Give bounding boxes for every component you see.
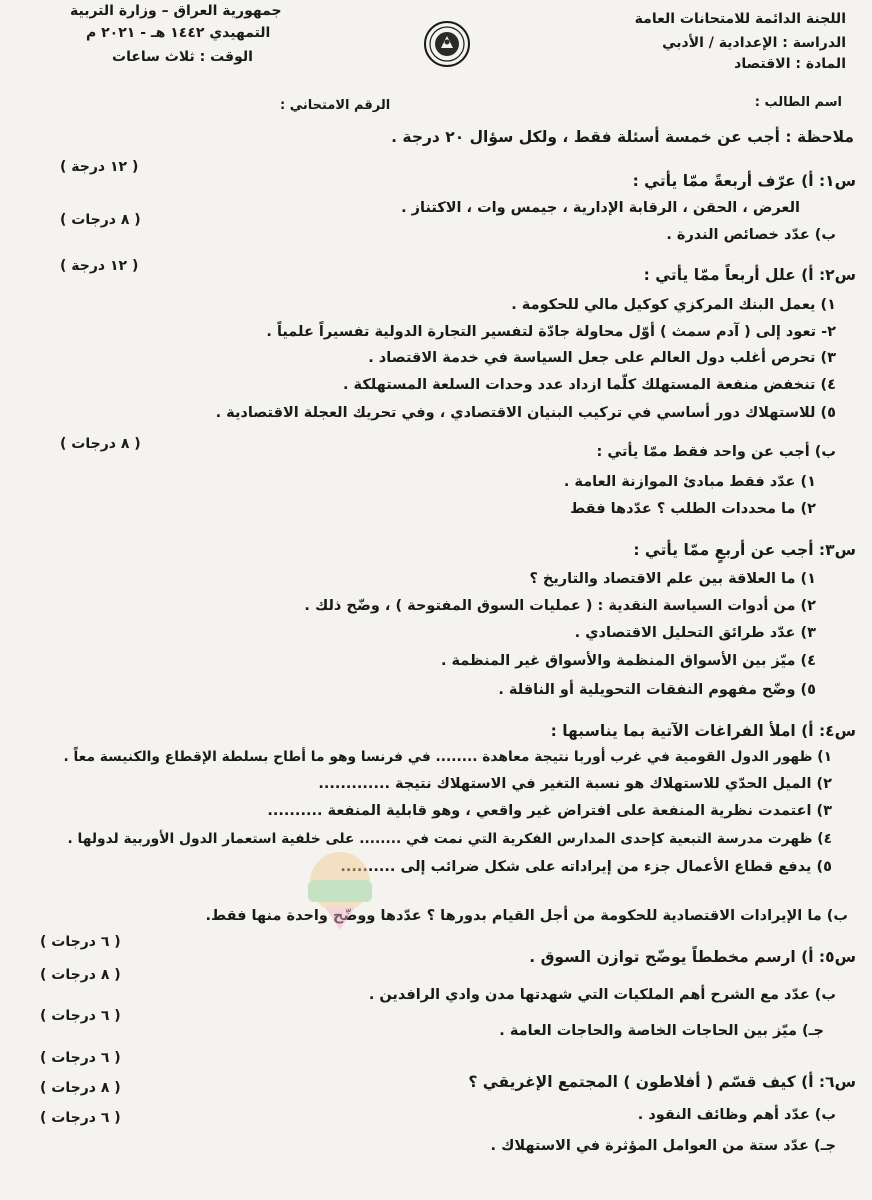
subject-name: المادة : الاقتصاد xyxy=(734,56,846,72)
q1-part-b: ب) عدّد خصائص الندرة . xyxy=(666,227,836,243)
q4-item-3: ٣) اعتمدت نظرية المنفعة على افتراض غير واقعي ، وهو قابلية المنفعة .......... xyxy=(267,803,832,819)
instructions-note: ملاحظة : أجب عن خمسة أسئلة فقط ، ولكل سؤال ٢٠ درجة . xyxy=(391,128,854,146)
q4-part-b: ب) ما الإيرادات الاقتصادية للحكومة من أجل القيام بدورها ؟ عدّدها ووضّح واحدة منها فقط. xyxy=(205,908,848,924)
committee-name: اللجنة الدائمة للامتحانات العامة xyxy=(634,11,846,27)
q3-item-3: ٣) عدّد طرائق التحليل الاقتصادي . xyxy=(574,625,816,641)
q1-b-grade: ( ٨ درجات ) xyxy=(60,212,141,228)
q6-b-grade: ( ٨ درجات ) xyxy=(40,1080,121,1096)
q2-part-b: ب) أجب عن واحد فقط ممّا يأتي : xyxy=(596,444,836,460)
q5-c-grade: ( ٦ درجات ) xyxy=(40,1008,121,1024)
watermark-logo-icon xyxy=(290,842,390,932)
q2-item-3: ٣) تحرص أغلب دول العالم على جعل السياسة في خدمة الاقتصاد . xyxy=(368,350,836,366)
q5-part-b: ب) عدّد مع الشرح أهم الملكيات التي شهدتها مدن وادي الرافدين . xyxy=(368,987,836,1003)
study-branch: الدراسة : الإعدادية / الأدبي xyxy=(662,35,846,51)
q2-a-grade: ( ١٢ درجة ) xyxy=(60,258,139,274)
q4-item-4: ٤) ظهرت مدرسة التبعية كإحدى المدارس الفكرية التي نمت في ........ على خلفية استعمار الدول الأوربية لدولها . xyxy=(67,831,832,847)
q3-item-5: ٥) وضّح مفهوم النفقات التحويلية أو الناقلة . xyxy=(498,682,816,698)
q6-c-grade: ( ٦ درجات ) xyxy=(40,1110,121,1126)
q3-part-a: س٣: أجب عن أربعٍ ممّا يأتي : xyxy=(633,541,856,559)
exam-session: التمهيدي ١٤٤٢ هـ - ٢٠٢١ م xyxy=(86,25,271,41)
q6-part-c: جـ) عدّد ستة من العوامل المؤثرة في الاستهلاك . xyxy=(490,1138,836,1154)
q5-part-a: س٥: أ) ارسم مخططاً يوضّح توازن السوق . xyxy=(529,948,856,966)
q6-part-a: س٦: أ) كيف قسّم ( أفلاطون ) المجتمع الإغريقي ؟ xyxy=(468,1073,856,1091)
q2-item-1: ١) يعمل البنك المركزي كوكيل مالي للحكومة . xyxy=(511,297,836,313)
q1-part-a: س١: أ) عرّف أربعةً ممّا يأتي : xyxy=(632,172,856,190)
student-name-label: اسم الطالب : xyxy=(754,95,842,110)
q1-a-grade: ( ١٢ درجة ) xyxy=(60,159,139,175)
q4-part-a: س٤: أ) املأ الفراغات الآتية بما يناسبها : xyxy=(550,722,856,740)
q6-a-grade: ( ٦ درجات ) xyxy=(40,1050,121,1066)
q5-b-grade: ( ٨ درجات ) xyxy=(40,967,121,983)
q5-part-c: جـ) ميّز بين الحاجات الخاصة والحاجات العامة . xyxy=(499,1023,824,1039)
republic-ministry: جمهورية العراق – وزارة التربية xyxy=(70,3,282,19)
q2-item-2: ٢- تعود إلى ( آدم سمث ) أوّل محاولة جادّة لتفسير التجارة الدولية تفسيراً علمياً . xyxy=(266,324,836,340)
q4-item-2: ٢) الميل الحدّي للاستهلاك هو نسبة التغير في الاستهلاك نتيجة ............. xyxy=(318,776,832,792)
q2-b-item-2: ٢) ما محددات الطلب ؟ عدّدها فقط xyxy=(570,501,816,517)
q2-part-a: س٢: أ) علل أربعاً ممّا يأتي : xyxy=(643,266,856,284)
q3-item-1: ١) ما العلاقة بين علم الاقتصاد والتاريخ ؟ xyxy=(529,571,816,587)
exam-number-label: الرقم الامتحاني : xyxy=(280,98,391,113)
q2-item-5: ٥) للاستهلاك دور أساسي في تركيب البنيان الاقتصادي ، وفي تحريك العجلة الاقتصادية . xyxy=(215,405,836,421)
q1-a-terms: العرض ، الحقن ، الرقابة الإدارية ، جيمس وات ، الاكتناز . xyxy=(401,200,800,216)
q2-item-4: ٤) تنخفض منفعة المستهلك كلّما ازداد عدد وحدات السلعة المستهلكة . xyxy=(342,377,836,393)
q2-b-item-1: ١) عدّد فقط مبادئ الموازنة العامة . xyxy=(563,474,816,490)
q4-item-1: ١) ظهور الدول القومية في غرب أوربا نتيجة معاهدة ........ في فرنسا وهو ما أطاح بسلطة الإقطاع والكنيسة معاً . xyxy=(63,749,832,765)
q3-item-4: ٤) ميّز بين الأسواق المنظمة والأسواق غير المنظمة . xyxy=(440,653,816,669)
exam-duration: الوقت : ثلاث ساعات xyxy=(112,49,253,65)
q3-item-2: ٢) من أدوات السياسة النقدية : ( عمليات السوق المفتوحة ) ، وضّح ذلك . xyxy=(304,598,816,614)
q2-b-grade: ( ٨ درجات ) xyxy=(60,436,141,452)
q5-a-grade: ( ٦ درجات ) xyxy=(40,934,121,950)
q6-part-b: ب) عدّد أهم وظائف النقود . xyxy=(637,1107,836,1123)
ministry-seal-icon xyxy=(423,20,471,68)
q4-item-5: ٥) يدفع قطاع الأعمال جزء من إيراداته على شكل ضرائب إلى .......... xyxy=(340,859,832,875)
